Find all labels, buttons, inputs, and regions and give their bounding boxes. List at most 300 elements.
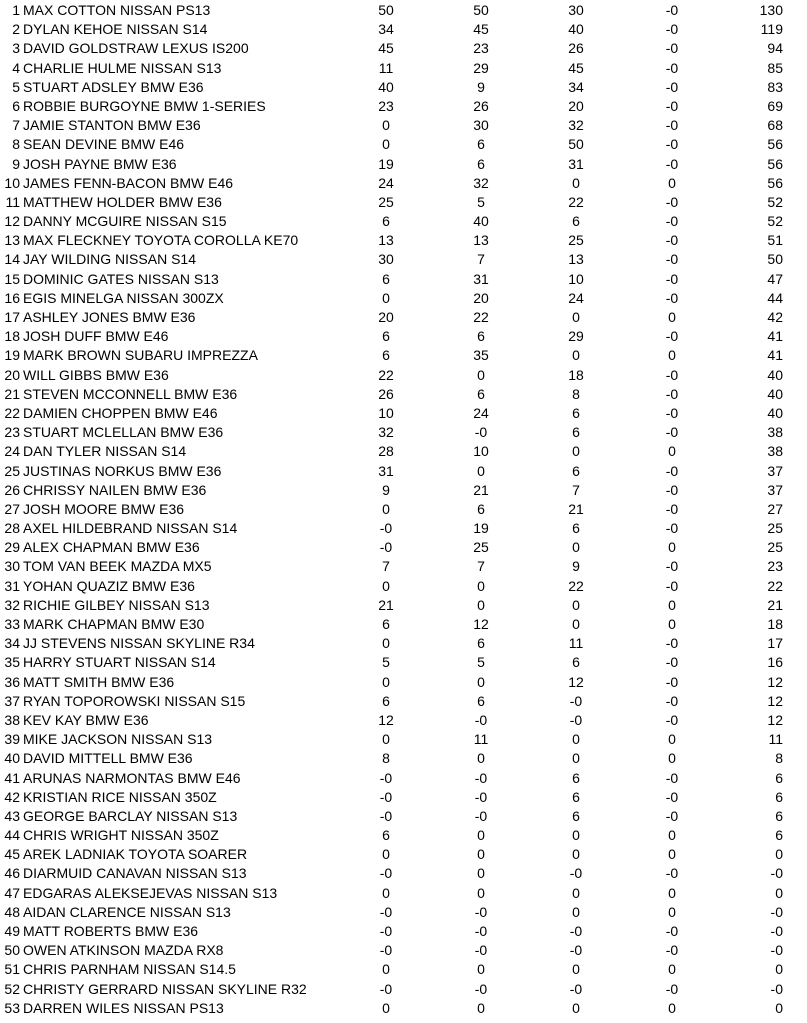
total-points-cell: 52: [767, 213, 783, 230]
position-cell: 36: [4, 673, 20, 690]
total-points-cell: 12: [767, 711, 783, 728]
driver-car-cell: DAMIEN CHOPPEN BMW E46: [23, 404, 218, 421]
round-1-points-cell: 5: [382, 654, 390, 671]
round-3-points-cell: -0: [569, 692, 583, 709]
round-2-points-cell: 6: [477, 136, 485, 153]
round-3-points-cell: 0: [572, 596, 580, 613]
round-4-points-cell: 0: [668, 884, 676, 901]
total-points-cell: 8: [775, 750, 783, 767]
round-4-points-cell: -0: [665, 385, 679, 402]
round-1-points-cell: -0: [379, 923, 393, 939]
table-row: [0, 193, 807, 212]
round-2-points-cell: -0: [474, 424, 488, 441]
total-points-cell: 12: [767, 673, 783, 690]
round-4-points-cell: 0: [668, 961, 676, 978]
round-2-points-cell: 0: [477, 865, 485, 882]
table-row: [0, 596, 807, 615]
round-4-points-cell: -0: [665, 40, 679, 57]
table-row: [0, 59, 807, 78]
round-4-points-cell: -0: [665, 980, 679, 997]
round-4-points-cell: -0: [665, 2, 679, 18]
position-cell: 4: [12, 59, 20, 76]
driver-car-cell: AIDAN CLARENCE NISSAN S13: [23, 903, 231, 920]
table-row: [0, 903, 807, 922]
round-1-points-cell: 40: [378, 78, 394, 95]
total-points-cell: 21: [767, 596, 783, 613]
round-1-points-cell: 24: [378, 174, 394, 191]
round-1-points-cell: 6: [382, 827, 390, 844]
round-4-points-cell: 0: [668, 309, 676, 325]
position-cell: 50: [4, 942, 20, 959]
table-row: [0, 1, 807, 20]
round-2-points-cell: 50: [473, 2, 489, 18]
round-4-points-cell: -0: [665, 654, 679, 671]
table-row: [0, 500, 807, 519]
driver-car-cell: JAMES FENN-BACON BMW E46: [23, 174, 234, 191]
driver-car-cell: DIARMUID CANAVAN NISSAN S13: [23, 865, 247, 882]
table-row: [0, 864, 807, 883]
round-1-points-cell: 22: [378, 366, 394, 383]
position-cell: 15: [4, 270, 20, 287]
round-3-points-cell: 11: [568, 635, 584, 652]
total-points-cell: 6: [775, 807, 783, 824]
total-points-cell: 0: [775, 961, 783, 978]
driver-car-cell: WILL GIBBS BMW E36: [23, 366, 169, 383]
round-2-points-cell: -0: [474, 903, 488, 920]
round-1-points-cell: 31: [378, 462, 394, 479]
round-3-points-cell: 32: [568, 117, 584, 134]
round-4-points-cell: -0: [665, 462, 679, 479]
driver-car-cell: JAY WILDING NISSAN S14: [23, 251, 196, 268]
position-cell: 17: [4, 309, 20, 325]
total-points-cell: 42: [767, 309, 783, 325]
driver-car-cell: ARUNAS NARMONTAS BMW E46: [23, 769, 241, 786]
table-row: [0, 116, 807, 135]
position-cell: 43: [4, 807, 20, 824]
round-2-points-cell: 0: [477, 462, 485, 479]
table-row: [0, 423, 807, 442]
round-4-points-cell: -0: [665, 520, 679, 537]
round-4-points-cell: 0: [668, 539, 676, 556]
total-points-cell: 0: [775, 999, 783, 1016]
driver-car-cell: DYLAN KEHOE NISSAN S14: [23, 21, 208, 38]
position-cell: 21: [4, 385, 20, 402]
round-4-points-cell: -0: [665, 251, 679, 268]
round-3-points-cell: 0: [572, 443, 580, 460]
round-1-points-cell: 0: [382, 117, 390, 134]
position-cell: 6: [12, 97, 20, 114]
round-2-points-cell: 30: [473, 117, 489, 134]
round-2-points-cell: -0: [474, 788, 488, 805]
round-3-points-cell: 6: [572, 769, 580, 786]
round-2-points-cell: -0: [474, 711, 488, 728]
driver-car-cell: DANNY MCGUIRE NISSAN S15: [23, 213, 227, 230]
round-4-points-cell: -0: [665, 289, 679, 306]
round-4-points-cell: -0: [665, 97, 679, 114]
round-2-points-cell: -0: [474, 980, 488, 997]
round-4-points-cell: 0: [668, 596, 676, 613]
round-3-points-cell: 6: [572, 213, 580, 230]
round-1-points-cell: 30: [378, 251, 394, 268]
round-2-points-cell: 13: [473, 232, 489, 249]
round-4-points-cell: 0: [668, 827, 676, 844]
driver-car-cell: CHARLIE HULME NISSAN S13: [23, 59, 222, 76]
round-4-points-cell: -0: [665, 328, 679, 345]
driver-car-cell: HARRY STUART NISSAN S14: [23, 654, 216, 671]
position-cell: 53: [4, 999, 20, 1016]
round-3-points-cell: 12: [568, 673, 584, 690]
position-cell: 48: [4, 903, 20, 920]
round-1-points-cell: 0: [382, 731, 390, 748]
round-1-points-cell: 7: [382, 558, 390, 575]
round-1-points-cell: 10: [378, 404, 394, 421]
round-3-points-cell: 9: [572, 558, 580, 575]
total-points-cell: 38: [767, 443, 783, 460]
round-3-points-cell: 6: [572, 807, 580, 824]
driver-car-cell: MAX COTTON NISSAN PS13: [23, 2, 211, 18]
round-4-points-cell: 0: [668, 443, 676, 460]
total-points-cell: 40: [767, 404, 783, 421]
round-3-points-cell: 0: [572, 539, 580, 556]
table-row: [0, 97, 807, 116]
driver-car-cell: JAMIE STANTON BMW E36: [23, 117, 201, 134]
round-3-points-cell: 45: [568, 59, 584, 76]
round-2-points-cell: 6: [477, 328, 485, 345]
round-3-points-cell: 40: [568, 21, 584, 38]
total-points-cell: 23: [767, 558, 783, 575]
round-3-points-cell: 0: [572, 347, 580, 364]
round-3-points-cell: 31: [568, 155, 584, 172]
driver-car-cell: AXEL HILDEBRAND NISSAN S14: [23, 520, 238, 537]
total-points-cell: 0: [775, 846, 783, 863]
round-3-points-cell: 6: [572, 654, 580, 671]
position-cell: 52: [4, 980, 20, 997]
position-cell: 26: [4, 481, 20, 498]
round-2-points-cell: 0: [477, 999, 485, 1016]
round-3-points-cell: 50: [568, 136, 584, 153]
round-2-points-cell: 10: [473, 443, 489, 460]
round-2-points-cell: 11: [473, 731, 489, 748]
table-row: [0, 250, 807, 269]
driver-car-cell: GEORGE BARCLAY NISSAN S13: [23, 807, 238, 824]
round-1-points-cell: -0: [379, 865, 393, 882]
position-cell: 29: [4, 539, 20, 556]
total-points-cell: 25: [767, 539, 783, 556]
driver-car-cell: CHRIS WRIGHT NISSAN 350Z: [23, 827, 219, 844]
position-cell: 40: [4, 750, 20, 767]
table-row: [0, 615, 807, 634]
driver-car-cell: JUSTINAS NORKUS BMW E36: [23, 462, 222, 479]
round-3-points-cell: 0: [572, 174, 580, 191]
round-4-points-cell: -0: [665, 769, 679, 786]
round-2-points-cell: 0: [477, 827, 485, 844]
round-1-points-cell: 6: [382, 616, 390, 632]
table-row: [0, 385, 807, 404]
round-2-points-cell: 31: [473, 270, 489, 287]
round-1-points-cell: 34: [378, 21, 394, 38]
round-2-points-cell: 29: [473, 59, 489, 76]
round-1-points-cell: 6: [382, 692, 390, 709]
round-4-points-cell: -0: [665, 366, 679, 383]
table-row: [0, 231, 807, 250]
position-cell: 46: [4, 865, 20, 882]
round-3-points-cell: 34: [568, 78, 584, 95]
driver-car-cell: STUART ADSLEY BMW E36: [23, 78, 204, 95]
round-3-points-cell: 0: [572, 961, 580, 978]
driver-car-cell: MARK CHAPMAN BMW E30: [23, 616, 205, 632]
round-1-points-cell: 0: [382, 500, 390, 517]
round-3-points-cell: 0: [572, 884, 580, 901]
round-2-points-cell: 12: [473, 616, 489, 632]
total-points-cell: 16: [767, 654, 783, 671]
position-cell: 47: [4, 884, 20, 901]
total-points-cell: 37: [767, 481, 783, 498]
total-points-cell: 6: [775, 769, 783, 786]
driver-car-cell: JOSH PAYNE BMW E36: [23, 155, 177, 172]
table-row: [0, 941, 807, 960]
round-1-points-cell: 0: [382, 673, 390, 690]
total-points-cell: 17: [767, 635, 783, 652]
round-1-points-cell: -0: [379, 769, 393, 786]
position-cell: 30: [4, 558, 20, 575]
position-cell: 8: [12, 136, 20, 153]
table-row: [0, 634, 807, 653]
table-row: [0, 960, 807, 979]
driver-car-cell: RYAN TOPOROWSKI NISSAN S15: [23, 692, 246, 709]
table-row: [0, 404, 807, 423]
round-2-points-cell: 19: [473, 520, 489, 537]
total-points-cell: 41: [767, 347, 783, 364]
round-4-points-cell: -0: [665, 865, 679, 882]
table-row: [0, 884, 807, 903]
round-4-points-cell: -0: [665, 270, 679, 287]
round-1-points-cell: 19: [378, 155, 394, 172]
round-2-points-cell: -0: [474, 769, 488, 786]
round-1-points-cell: 12: [378, 711, 394, 728]
position-cell: 10: [4, 174, 20, 191]
total-points-cell: 37: [767, 462, 783, 479]
table-row: [0, 999, 807, 1018]
round-4-points-cell: -0: [665, 136, 679, 153]
position-cell: 12: [4, 213, 20, 230]
round-4-points-cell: -0: [665, 117, 679, 134]
table-row: [0, 481, 807, 500]
round-3-points-cell: 20: [568, 97, 584, 114]
total-points-cell: 0: [775, 884, 783, 901]
round-1-points-cell: 6: [382, 213, 390, 230]
total-points-cell: 94: [767, 40, 783, 57]
driver-car-cell: DOMINIC GATES NISSAN S13: [23, 270, 219, 287]
round-1-points-cell: 23: [378, 97, 394, 114]
position-cell: 25: [4, 462, 20, 479]
round-2-points-cell: 20: [473, 289, 489, 306]
total-points-cell: 27: [767, 500, 783, 517]
total-points-cell: 52: [767, 193, 783, 210]
total-points-cell: -0: [770, 865, 783, 882]
round-4-points-cell: -0: [665, 424, 679, 441]
round-4-points-cell: 0: [668, 903, 676, 920]
driver-car-cell: DAN TYLER NISSAN S14: [23, 443, 187, 460]
round-2-points-cell: 5: [477, 193, 485, 210]
round-1-points-cell: -0: [379, 788, 393, 805]
round-2-points-cell: 35: [473, 347, 489, 364]
round-2-points-cell: 6: [477, 692, 485, 709]
table-row: [0, 538, 807, 557]
round-3-points-cell: 24: [568, 289, 584, 306]
round-2-points-cell: 25: [473, 539, 489, 556]
driver-car-cell: MIKE JACKSON NISSAN S13: [23, 731, 213, 748]
round-1-points-cell: 0: [382, 999, 390, 1016]
round-3-points-cell: 22: [568, 193, 584, 210]
driver-car-cell: AREK LADNIAK TOYOTA SOARER: [23, 846, 248, 863]
position-cell: 37: [4, 692, 20, 709]
total-points-cell: 6: [775, 788, 783, 805]
position-cell: 38: [4, 711, 20, 728]
round-3-points-cell: 13: [568, 251, 584, 268]
total-points-cell: 68: [767, 117, 783, 134]
total-points-cell: 56: [767, 174, 783, 191]
round-1-points-cell: 0: [382, 961, 390, 978]
table-row: [0, 692, 807, 711]
position-cell: 32: [4, 596, 20, 613]
driver-car-cell: RICHIE GILBEY NISSAN S13: [23, 596, 210, 613]
table-row: [0, 20, 807, 39]
round-1-points-cell: 28: [378, 443, 394, 460]
round-4-points-cell: -0: [665, 193, 679, 210]
round-3-points-cell: 26: [568, 40, 584, 57]
round-2-points-cell: -0: [474, 942, 488, 959]
round-4-points-cell: -0: [665, 481, 679, 498]
round-2-points-cell: 6: [477, 500, 485, 517]
round-3-points-cell: 6: [572, 520, 580, 537]
total-points-cell: 83: [767, 78, 783, 95]
round-2-points-cell: 0: [477, 577, 485, 594]
round-3-points-cell: 6: [572, 404, 580, 421]
round-4-points-cell: 0: [668, 616, 676, 632]
round-3-points-cell: -0: [569, 980, 583, 997]
total-points-cell: 69: [767, 97, 783, 114]
driver-car-cell: STUART MCLELLAN BMW E36: [23, 424, 224, 441]
round-2-points-cell: 7: [477, 251, 485, 268]
driver-car-cell: KRISTIAN RICE NISSAN 350Z: [23, 788, 217, 805]
total-points-cell: 41: [767, 328, 783, 345]
round-2-points-cell: 7: [477, 558, 485, 575]
driver-car-cell: MATT SMITH BMW E36: [23, 673, 175, 690]
position-cell: 9: [12, 155, 20, 172]
table-row: [0, 807, 807, 826]
round-4-points-cell: 0: [668, 347, 676, 364]
round-1-points-cell: 26: [378, 385, 394, 402]
position-cell: 20: [4, 366, 20, 383]
driver-car-cell: CHRIS PARNHAM NISSAN S14.5: [23, 961, 236, 978]
round-3-points-cell: 30: [568, 2, 584, 18]
position-cell: 34: [4, 635, 20, 652]
round-4-points-cell: -0: [665, 788, 679, 805]
table-row: [0, 174, 807, 193]
table-row: [0, 730, 807, 749]
round-2-points-cell: 24: [473, 404, 489, 421]
round-2-points-cell: 6: [477, 385, 485, 402]
round-3-points-cell: 21: [568, 500, 584, 517]
round-1-points-cell: 45: [378, 40, 394, 57]
round-3-points-cell: 0: [572, 999, 580, 1016]
table-row: [0, 577, 807, 596]
round-3-points-cell: 0: [572, 731, 580, 748]
round-3-points-cell: 0: [572, 750, 580, 767]
driver-car-cell: DAVID MITTELL BMW E36: [23, 750, 193, 767]
round-1-points-cell: 50: [378, 2, 394, 18]
total-points-cell: 38: [767, 424, 783, 441]
driver-car-cell: YOHAN QUAZIZ BMW E36: [23, 577, 195, 594]
total-points-cell: 56: [767, 136, 783, 153]
total-points-cell: 56: [767, 155, 783, 172]
position-cell: 7: [12, 117, 20, 134]
round-3-points-cell: -0: [569, 942, 583, 959]
driver-car-cell: KEV KAY BMW E36: [23, 711, 149, 728]
table-row: [0, 155, 807, 174]
round-4-points-cell: -0: [665, 577, 679, 594]
round-2-points-cell: 9: [477, 78, 485, 95]
driver-car-cell: DARREN WILES NISSAN PS13: [23, 999, 224, 1016]
driver-car-cell: EDGARAS ALEKSEJEVAS NISSAN S13: [23, 884, 278, 901]
total-points-cell: 25: [767, 520, 783, 537]
table-row: [0, 673, 807, 692]
position-cell: 35: [4, 654, 20, 671]
table-row: [0, 711, 807, 730]
position-cell: 2: [12, 21, 20, 38]
total-points-cell: 22: [767, 577, 783, 594]
round-1-points-cell: 0: [382, 289, 390, 306]
round-3-points-cell: 0: [572, 309, 580, 325]
round-1-points-cell: 6: [382, 328, 390, 345]
round-2-points-cell: 23: [473, 40, 489, 57]
total-points-cell: -0: [770, 980, 783, 997]
round-3-points-cell: 25: [568, 232, 584, 249]
driver-car-cell: ROBBIE BURGOYNE BMW 1-SERIES: [23, 97, 266, 114]
table-row: [0, 308, 807, 327]
position-cell: 18: [4, 328, 20, 345]
total-points-cell: -0: [770, 903, 783, 920]
round-3-points-cell: 6: [572, 424, 580, 441]
table-row: [0, 826, 807, 845]
round-4-points-cell: -0: [665, 807, 679, 824]
round-2-points-cell: 0: [477, 596, 485, 613]
round-3-points-cell: 29: [568, 328, 584, 345]
table-row: [0, 289, 807, 308]
table-row: [0, 39, 807, 58]
round-2-points-cell: 0: [477, 750, 485, 767]
round-1-points-cell: 9: [382, 481, 390, 498]
total-points-cell: 6: [775, 827, 783, 844]
position-cell: 39: [4, 731, 20, 748]
position-cell: 5: [12, 78, 20, 95]
position-cell: 31: [4, 577, 20, 594]
round-3-points-cell: -0: [569, 711, 583, 728]
driver-car-cell: MATTHEW HOLDER BMW E36: [23, 193, 222, 210]
round-4-points-cell: -0: [665, 711, 679, 728]
driver-car-cell: MATT ROBERTS BMW E36: [23, 923, 199, 939]
driver-car-cell: JOSH DUFF BMW E46: [23, 328, 169, 345]
total-points-cell: 11: [768, 731, 783, 748]
position-cell: 24: [4, 443, 20, 460]
position-cell: 14: [4, 251, 20, 268]
round-2-points-cell: -0: [474, 807, 488, 824]
round-2-points-cell: 21: [473, 481, 489, 498]
table-row: [0, 135, 807, 154]
table-row: [0, 327, 807, 346]
round-4-points-cell: -0: [665, 942, 679, 959]
round-3-points-cell: 6: [572, 788, 580, 805]
